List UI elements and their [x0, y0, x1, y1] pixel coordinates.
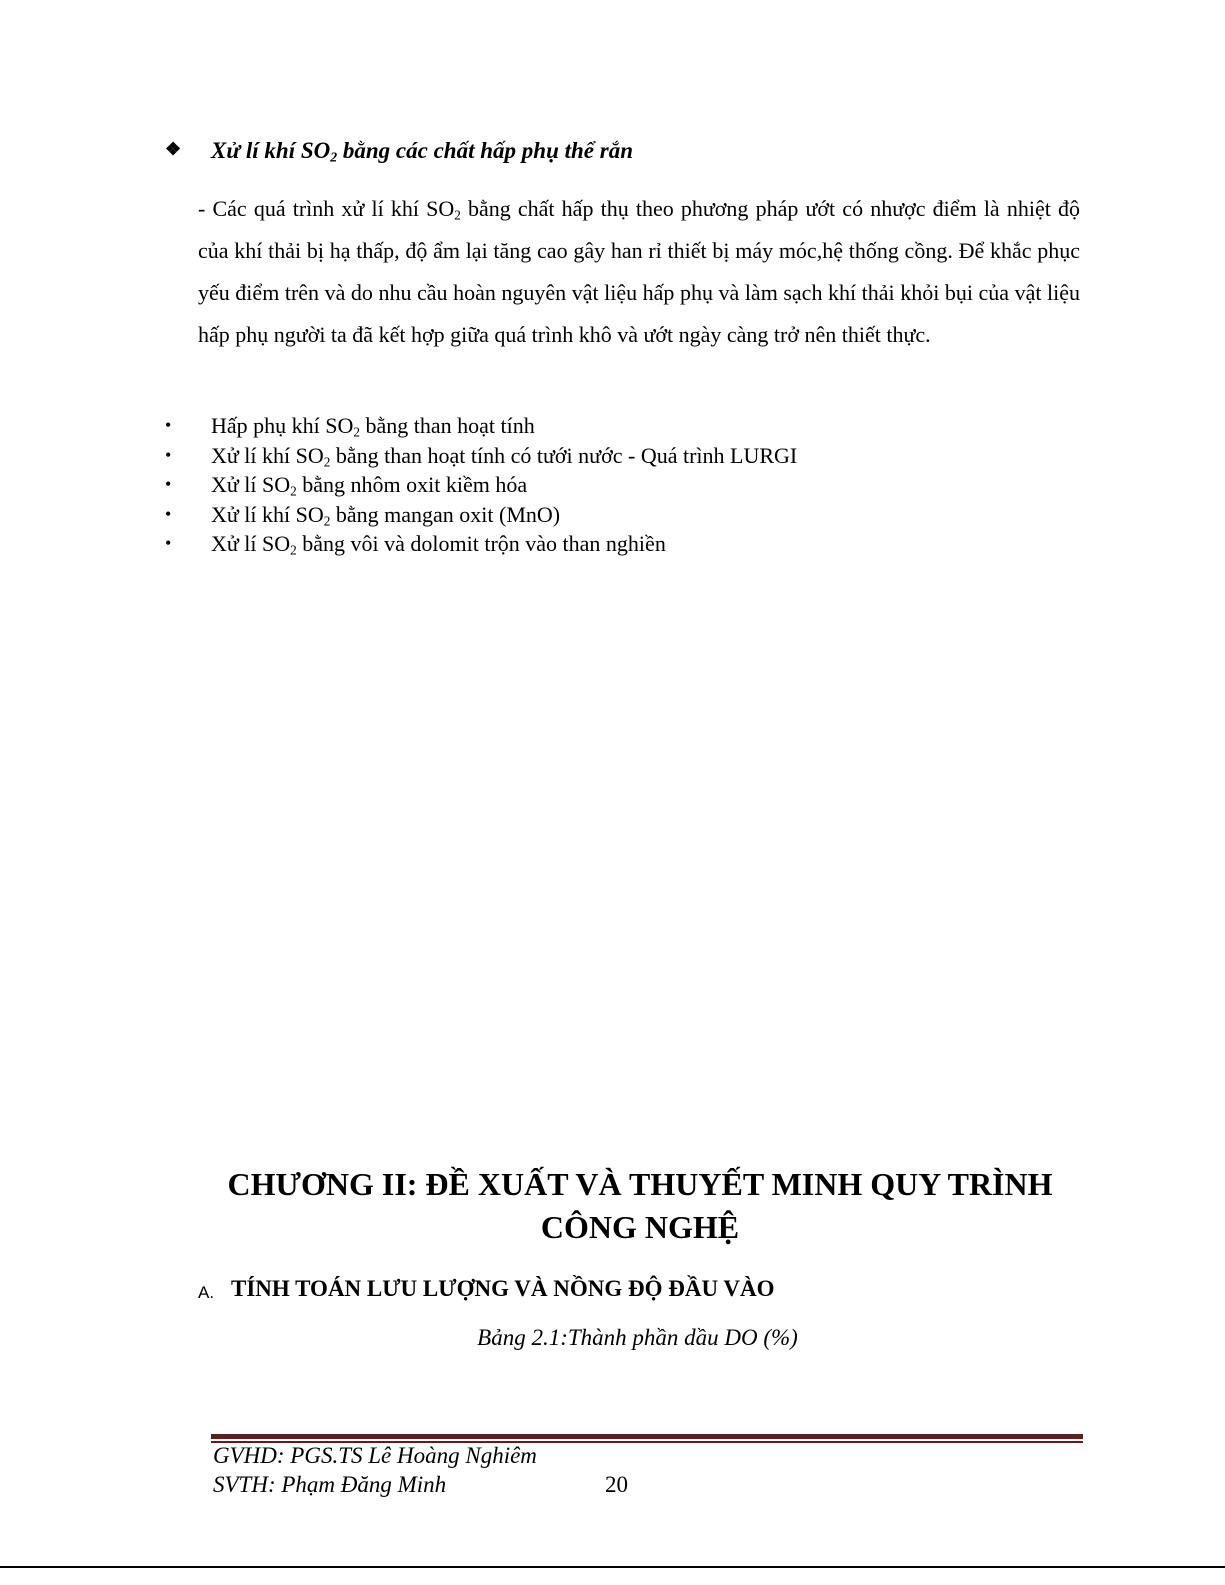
method-list [165, 411, 1065, 559]
diamond-bullet-icon: ❖ [165, 139, 182, 159]
footer-advisor: GVHD: PGS.TS Lê Hoàng Nghiêm [213, 1443, 537, 1468]
bullet-icon: • [165, 503, 172, 524]
bullet-icon: • [165, 444, 172, 465]
section-marker: A. [198, 1283, 215, 1302]
section-heading-text: Xử lí khí $SO_2$ bằng các chất hấp phụ thể rắn [211, 138, 633, 165]
list-item: • Xử lí $SO_2$ bằng nhôm oxit kiềm hóa [165, 472, 528, 499]
chapter-title-line-2: CÔNG NGHỆ [540, 1209, 740, 1245]
bullet-icon: • [165, 415, 172, 435]
chapter-title-line-1: CHƯƠNG II: ĐỀ XUẤT VÀ THUYẾT MINH QUY TRÌNH [227, 1166, 1053, 1202]
bullet-icon: • [165, 474, 172, 494]
table-caption: Bảng 2.1:Thành phần dầu DO (%) [477, 1325, 798, 1350]
bullet-icon: • [165, 533, 172, 553]
list-item: • Xử lí $SO_2$ bằng vôi và dolomit trộn vào than nghiền [165, 531, 666, 558]
list-item: • Xử lí khí $SO_2$ bằng than hoạt tính có tưới nước - Quá trình LURGI [165, 442, 798, 469]
chapter-title [190, 1163, 1090, 1249]
section-title: TÍNH TOÁN LƯU LƯỢNG VÀ NỒNG ĐỘ ĐẦU VÀO [231, 1276, 775, 1301]
page-bottom-border [0, 1566, 1225, 1568]
list-item: • Xử lí khí $SO_2$ bằng mangan oxit (MnO) [165, 501, 561, 528]
page-number: 20 [605, 1472, 628, 1497]
footer-student: SVTH: Phạm Đăng Minh [213, 1472, 447, 1497]
list-item: • Hấp phụ khí $SO_2$ bằng than hoạt tính [165, 413, 535, 440]
footer-rule-thick [211, 1434, 1083, 1439]
body-paragraph: - Các quá trình xử lí khí $SO_2$ bằng chất hấp thụ theo phương pháp ướt có nhược điểm là nhiệt độ của khí thải bị hạ thấp, độ ẩm lại tăng cao gây han rỉ thiết bị máy móc,hệ thống cồng. Để khắc phục yếu điểm trên và do nhu cầu hoàn nguyên vật liệu hấp phụ và làm sạch khí thải khỏi bụi của vật liệu hấp phụ người ta đã kết hợp giữa quá trình khô và ướt ngày càng trở nên thiết thực. [198, 196, 1080, 347]
